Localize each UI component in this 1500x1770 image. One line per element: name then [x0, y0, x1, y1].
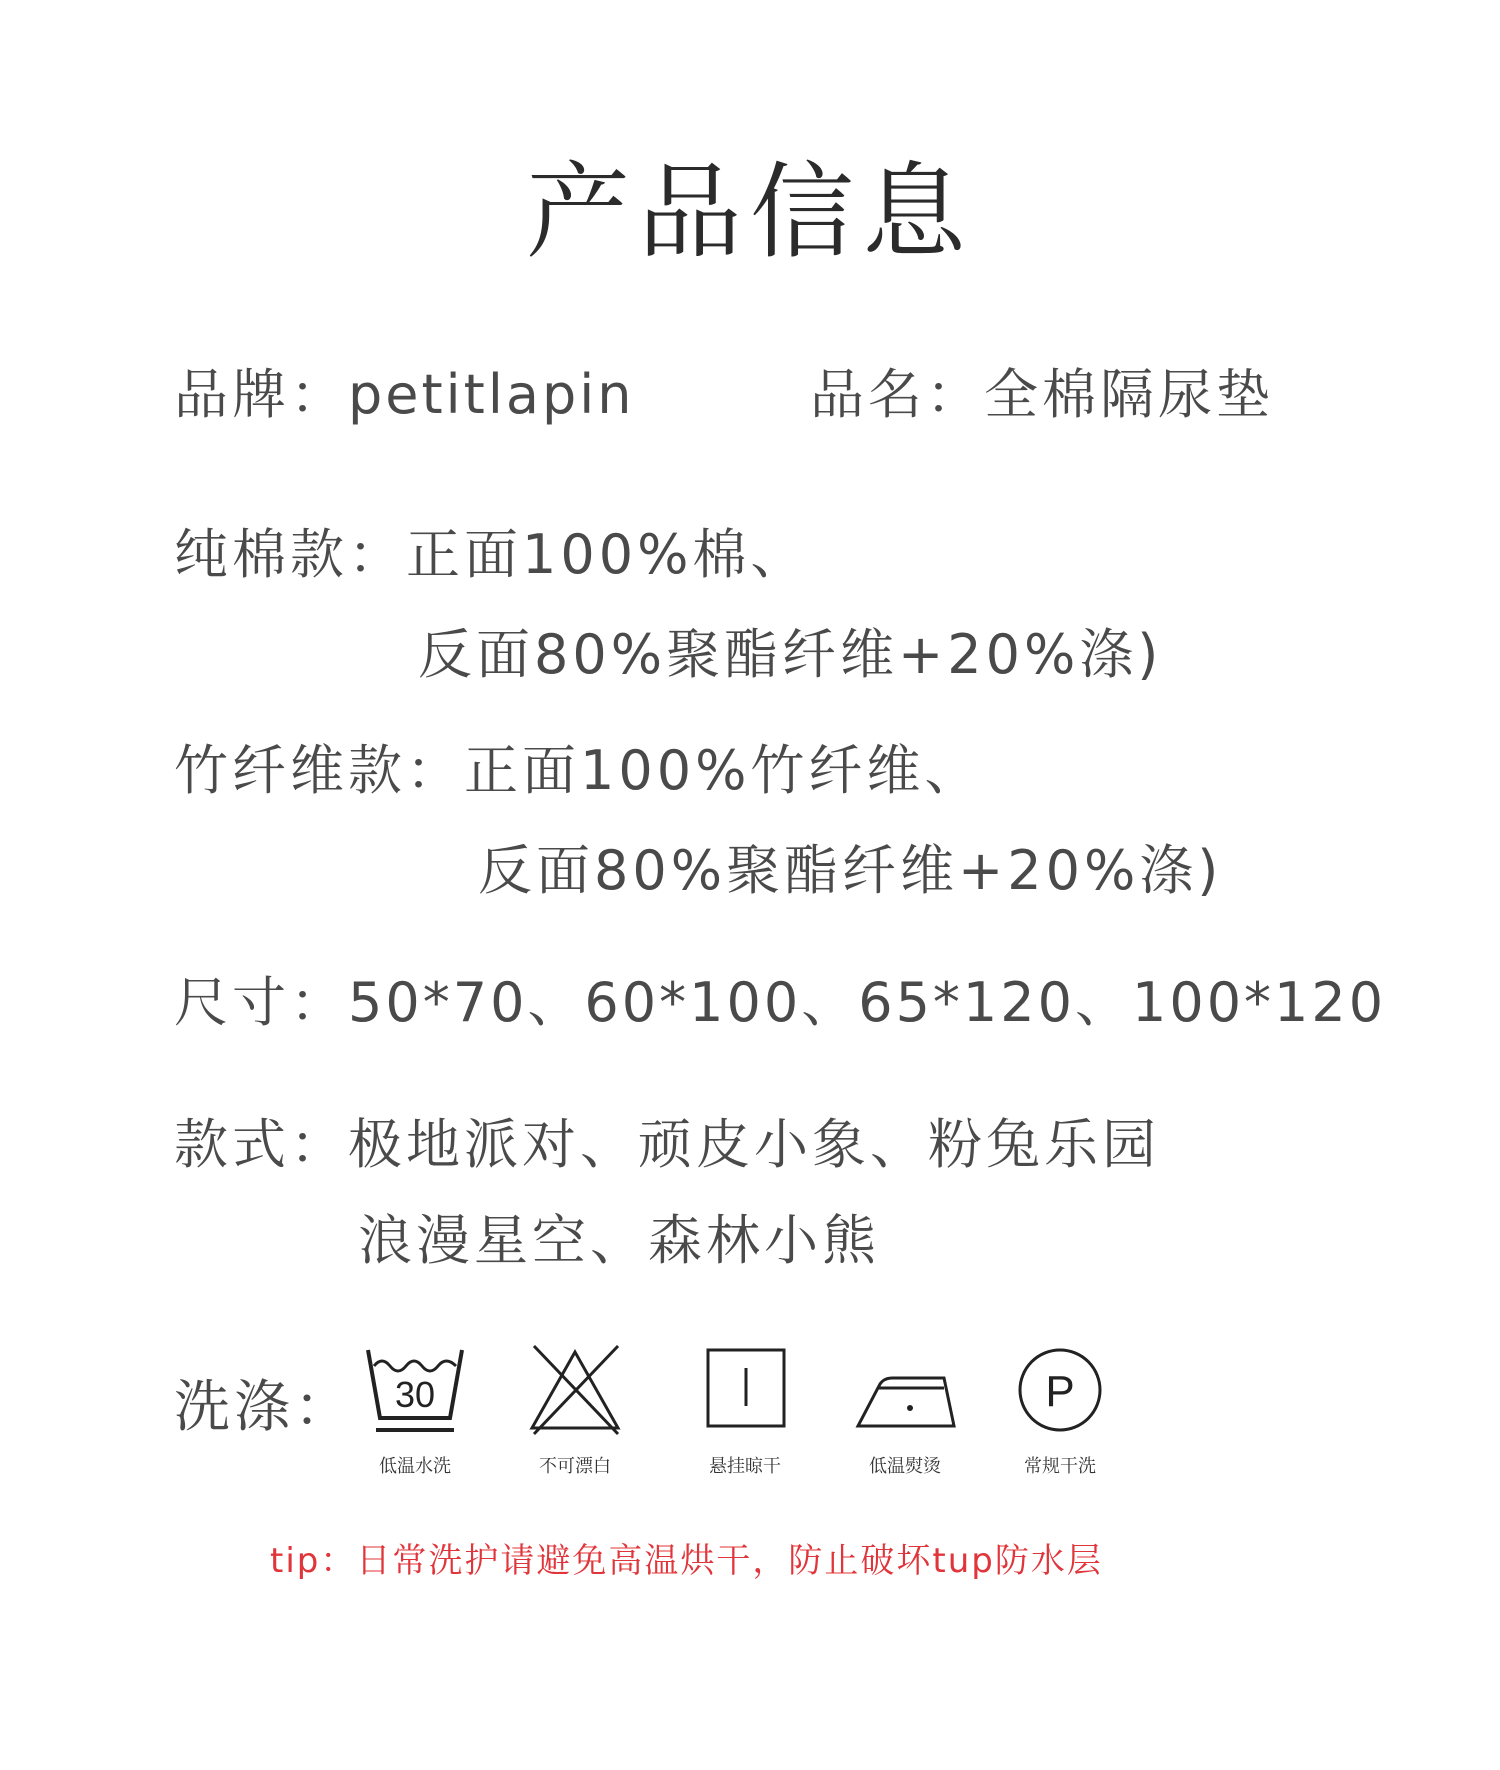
brand-value: petitlapin [348, 363, 635, 426]
brand-row [174, 363, 635, 426]
care-caption-wash: 低温水洗 [379, 1456, 451, 1477]
cotton-line2: 反面80%聚酯纤维+20%涤) [418, 623, 1163, 686]
size-label: 尺寸： [174, 971, 348, 1034]
care-caption-dry-clean: 常规干洗 [1024, 1456, 1096, 1477]
page-title: 产品信息 [525, 151, 974, 273]
bamboo-label: 竹纤维款： [174, 739, 464, 802]
no-bleach-icon [520, 1340, 630, 1440]
dry-clean-icon [1005, 1340, 1115, 1440]
wash-30-icon [360, 1340, 470, 1440]
tip-note: tip：日常洗护请避免高温烘干，防止破坏tup防水层 [270, 1541, 1103, 1581]
care-item-wash [325, 1340, 505, 1478]
bamboo-row [174, 739, 983, 802]
style-row [174, 1113, 1160, 1176]
product-name-value: 全棉隔尿垫 [984, 363, 1274, 426]
care-item-no-bleach [485, 1340, 665, 1478]
brand-label: 品牌： [174, 363, 348, 426]
product-name-row [810, 363, 1274, 426]
care-item-line-dry [655, 1340, 835, 1478]
iron-low-icon [850, 1340, 960, 1440]
care-caption-no-bleach: 不可漂白 [539, 1456, 611, 1477]
care-caption-line-dry: 悬挂晾干 [709, 1456, 781, 1477]
cotton-label: 纯棉款： [174, 523, 406, 586]
care-item-dry-clean [970, 1340, 1150, 1478]
cotton-line1: 正面100%棉、 [406, 523, 809, 586]
style-line1: 极地派对、顽皮小象、粉兔乐园 [348, 1113, 1160, 1176]
care-caption-iron: 低温熨烫 [869, 1456, 941, 1477]
bamboo-line2: 反面80%聚酯纤维+20%涤) [478, 839, 1223, 902]
care-item-iron [815, 1340, 995, 1478]
size-row [174, 971, 1387, 1034]
wash-temp-text: 30 [394, 1374, 436, 1415]
style-line2: 浪漫星空、森林小熊 [358, 1209, 880, 1272]
style-label: 款式： [174, 1113, 348, 1176]
cotton-row [174, 523, 809, 586]
size-value: 50*70、60*100、65*120、100*120 [348, 971, 1387, 1034]
product-name-label: 品名： [810, 363, 984, 426]
line-dry-icon [690, 1340, 800, 1440]
bamboo-line1: 正面100%竹纤维、 [464, 739, 983, 802]
dry-clean-symbol: P [1045, 1367, 1075, 1416]
care-label: 洗涤： [174, 1375, 354, 1440]
